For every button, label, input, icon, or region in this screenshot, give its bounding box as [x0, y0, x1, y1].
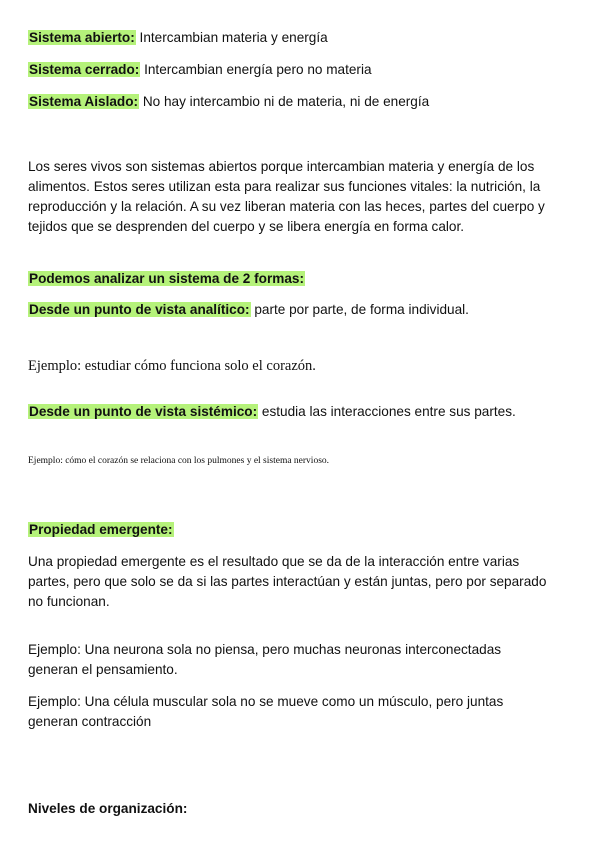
analysis-heading [28, 269, 305, 289]
definition-text: No hay intercambio ni de materia, ni de energía [139, 94, 430, 109]
term-isolated-system: Sistema Aislado: [29, 94, 139, 109]
emergent-line: partes, pero que solo se da si las partes interactúan y están juntas, pero por separado [28, 574, 547, 589]
emergent-heading-text: Propiedad emergente: [29, 522, 173, 537]
systemic-view [28, 402, 516, 422]
analysis-heading-text: Podemos analizar un sistema de 2 formas: [29, 271, 304, 286]
definition-text: Intercambian energía pero no materia [140, 62, 372, 77]
analytic-text: parte por parte, de forma individual. [250, 302, 469, 317]
systemic-text: estudia las interacciones entre sus partes. [258, 404, 516, 419]
example-muscle-line: Ejemplo: Una célula muscular sola no se mueve como un músculo, pero juntas [28, 694, 504, 709]
definition-isolated-system [28, 92, 429, 112]
term-closed-system: Sistema cerrado: [29, 62, 140, 77]
definition-text: Intercambian materia y energía [135, 30, 328, 45]
term-analytic: Desde un punto de vista analítico: [29, 302, 250, 317]
analytic-view [28, 300, 469, 320]
intro-line: alimentos. Estos seres utilizan esta para realizar sus funciones vitales: la nutrición, la [28, 179, 541, 194]
emergent-line: Una propiedad emergente es el resultado que se da de la interacción entre varias [28, 554, 520, 569]
example-neuron-line: Ejemplo: Una neurona sola no piensa, pero muchas neuronas interconectadas [28, 642, 502, 657]
definition-open-system [28, 28, 328, 48]
systemic-example: Ejemplo: cómo el corazón se relaciona con los pulmones y el sistema nervioso. [28, 456, 330, 466]
term-open-system: Sistema abierto: [29, 30, 135, 45]
example-neuron-line: generan el pensamiento. [28, 662, 178, 677]
term-systemic: Desde un punto de vista sistémico: [29, 404, 258, 419]
intro-line: tejidos que se desprenden del cuerpo y se libera energía en forma calor. [28, 219, 465, 234]
levels-heading: Niveles de organización: [28, 801, 188, 816]
analytic-example: Ejemplo: estudiar cómo funciona solo el corazón. [28, 358, 316, 374]
example-muscle-line: generan contracción [28, 714, 152, 729]
emergent-line: no funcionan. [28, 594, 110, 609]
definition-closed-system [28, 60, 372, 80]
intro-line: Los seres vivos son sistemas abiertos porque intercambian materia y energía de los [28, 159, 535, 174]
intro-line: reproducción y la relación. A su vez liberan materia con las heces, partes del cuerpo y [28, 199, 545, 214]
emergent-heading [28, 520, 174, 540]
